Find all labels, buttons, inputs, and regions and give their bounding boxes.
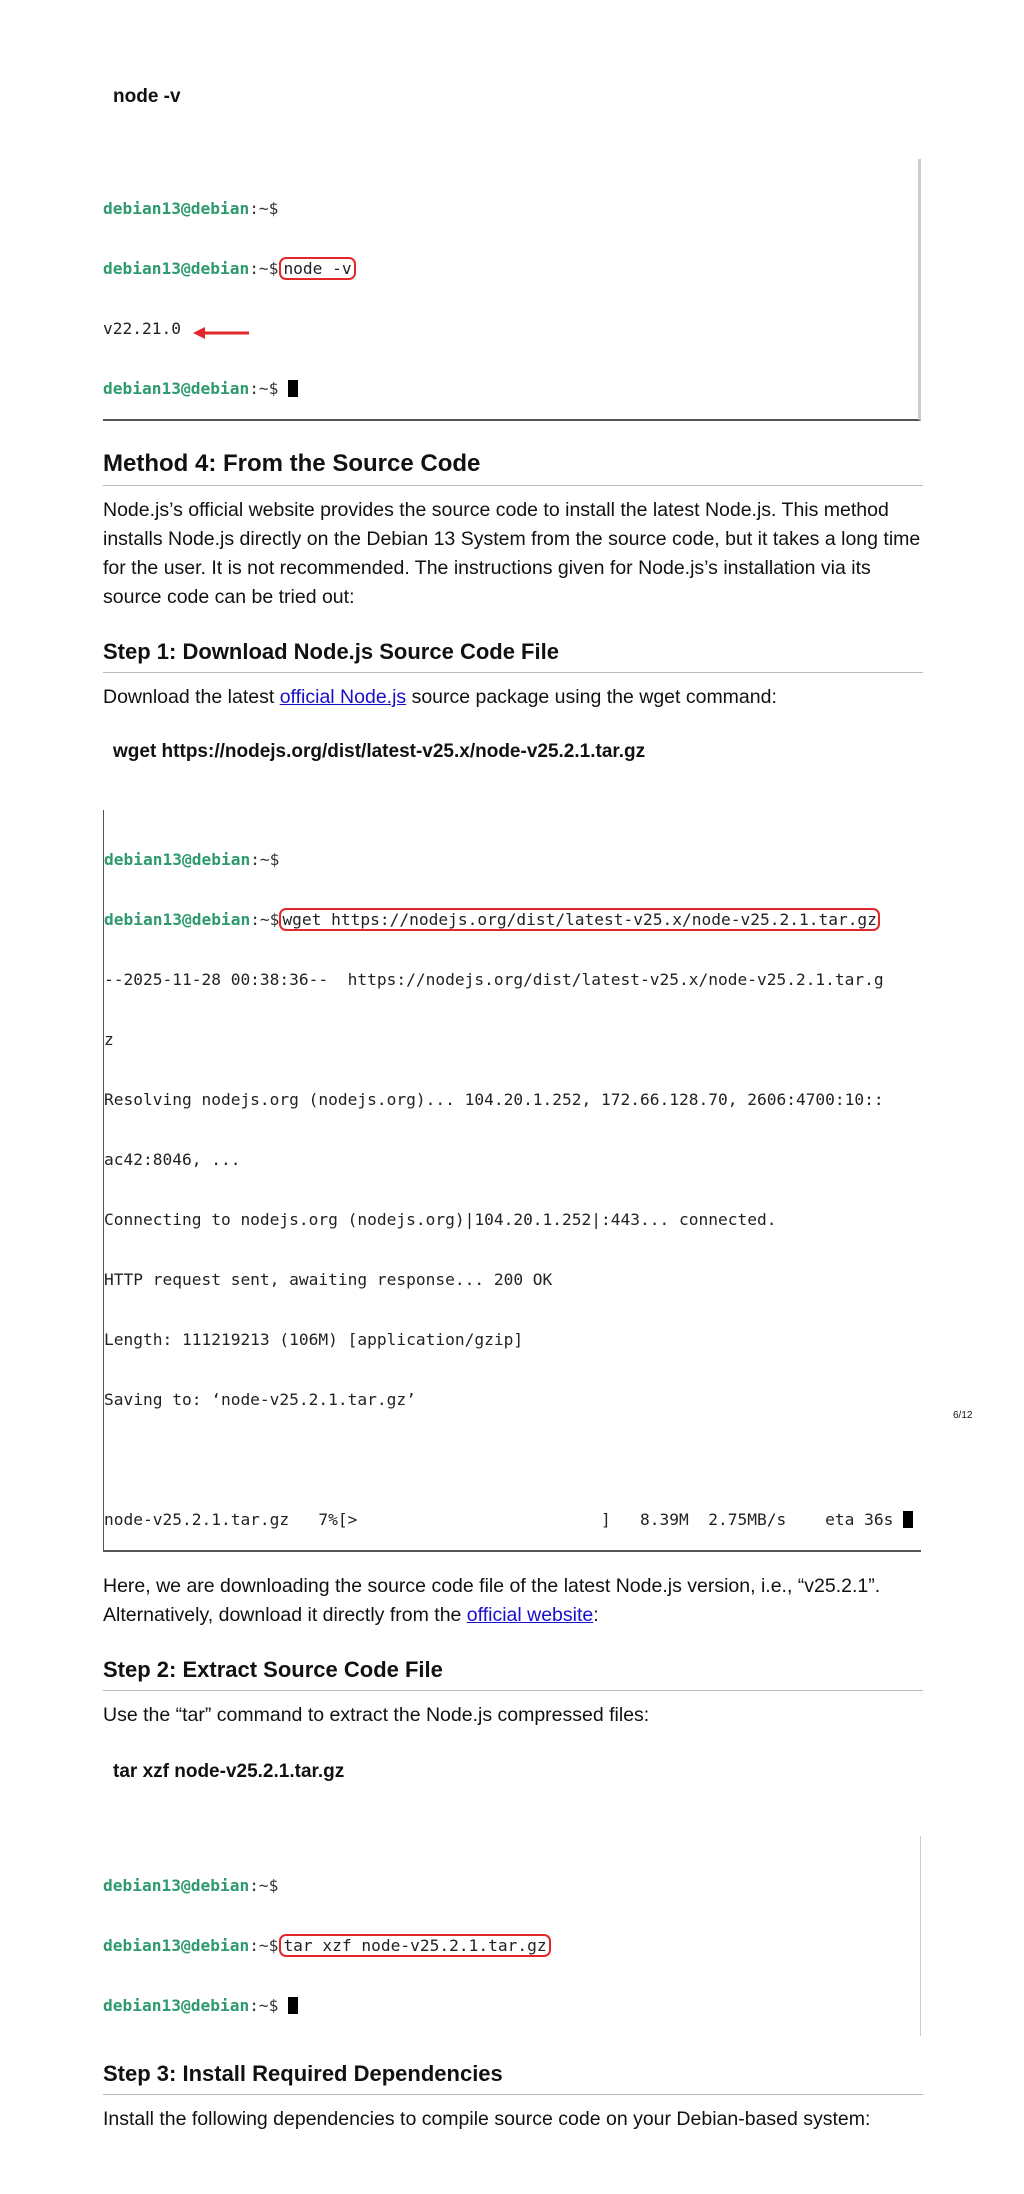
output-line: HTTP request sent, awaiting response... 200 OK — [104, 1270, 553, 1289]
step2-paragraph: Use the “tar” command to extract the Node.js compressed files: — [103, 1704, 650, 1726]
heading-step-3: Step 3: Install Required Dependencies — [103, 2060, 923, 2095]
red-arrow-icon — [191, 324, 251, 336]
terminal-screenshot-wget — [103, 810, 921, 1552]
step1-paragraph — [103, 683, 923, 712]
prompt-suffix: :~$ — [249, 1996, 279, 2015]
output-line: z — [104, 1030, 114, 1049]
prompt: debian13@debian — [103, 1876, 250, 1895]
command-node-v: node -v — [113, 86, 181, 107]
text: source package using the wget command: — [406, 686, 777, 708]
after-download-paragraph — [103, 1572, 923, 1630]
terminal-screenshot-tar — [103, 1836, 921, 2036]
heading-method-4: Method 4: From the Source Code — [103, 449, 923, 486]
cursor — [288, 1997, 298, 2014]
command-tar: tar xzf node-v25.2.1.tar.gz — [113, 1761, 345, 1782]
prompt-suffix: :~$ — [250, 850, 280, 869]
prompt: debian13@debian — [104, 850, 251, 869]
prompt-suffix: :~$ — [249, 1936, 279, 1955]
prompt-suffix: :~$ — [250, 910, 280, 929]
prompt: debian13@debian — [103, 259, 250, 278]
output-line: --2025-11-28 00:38:36-- https://nodejs.org/dist/latest-v25.x/node-v25.2.1.tar.g — [104, 970, 884, 989]
prompt-suffix: :~$ — [249, 379, 279, 398]
official-nodejs-link[interactable]: official Node.js — [279, 686, 407, 708]
method4-paragraph: Node.js’s official website provides the source code to install the latest Node.js. This method installs Node.js directly on the Debian 13 System from the source code, but it takes a long time for the user. It is not recommended. The instructions given for Node.js’s installation via its source code can be tried out: — [103, 499, 921, 608]
heading-step-2: Step 2: Extract Source Code File — [103, 1656, 923, 1691]
command-wget: wget https://nodejs.org/dist/latest-v25.x/node-v25.2.1.tar.gz — [113, 741, 646, 762]
prompt-suffix: :~$ — [249, 199, 279, 218]
highlighted-command: node -v — [283, 259, 352, 278]
prompt: debian13@debian — [103, 1936, 250, 1955]
output-line: Length: 111219213 (106M) [application/gzip] — [104, 1330, 524, 1349]
text: Download the latest — [103, 686, 280, 708]
output-line: Resolving nodejs.org (nodejs.org)... 104.20.1.252, 172.66.128.70, 2606:4700:10:: — [104, 1090, 884, 1109]
output-line: ac42:8046, ... — [104, 1150, 241, 1169]
version-output: v22.21.0 — [103, 319, 181, 338]
page-number: 6/12 — [953, 1410, 973, 1421]
download-progress: node-v25.2.1.tar.gz 7%[> ] 8.39M 2.75MB/s eta 36s — [104, 1510, 894, 1529]
prompt-suffix: :~$ — [249, 259, 279, 278]
cursor — [903, 1511, 913, 1528]
step3-paragraph: Install the following dependencies to compile source code on your Debian-based system: — [103, 2108, 871, 2130]
prompt: debian13@debian — [103, 199, 250, 218]
text: : — [593, 1604, 599, 1626]
prompt: debian13@debian — [103, 379, 250, 398]
prompt: debian13@debian — [103, 1996, 250, 2015]
cursor — [288, 380, 298, 397]
output-line: Saving to: ‘node-v25.2.1.tar.gz’ — [104, 1390, 416, 1409]
highlighted-command: wget https://nodejs.org/dist/latest-v25.x/node-v25.2.1.tar.gz — [282, 910, 877, 929]
terminal-screenshot-node-version — [103, 159, 921, 421]
prompt-suffix: :~$ — [249, 1876, 279, 1895]
official-website-link[interactable]: official website — [466, 1604, 594, 1626]
output-line: Connecting to nodejs.org (nodejs.org)|104.20.1.252|:443... connected. — [104, 1210, 777, 1229]
text: Here, we are downloading the source code file of the latest Node.js version, i.e., “v25.2.1”. Alternatively, download it directly from the — [103, 1575, 881, 1626]
prompt: debian13@debian — [104, 910, 251, 929]
output-line — [104, 1450, 921, 1470]
highlighted-command: tar xzf node-v25.2.1.tar.gz — [283, 1936, 547, 1955]
heading-step-1: Step 1: Download Node.js Source Code File — [103, 638, 923, 673]
